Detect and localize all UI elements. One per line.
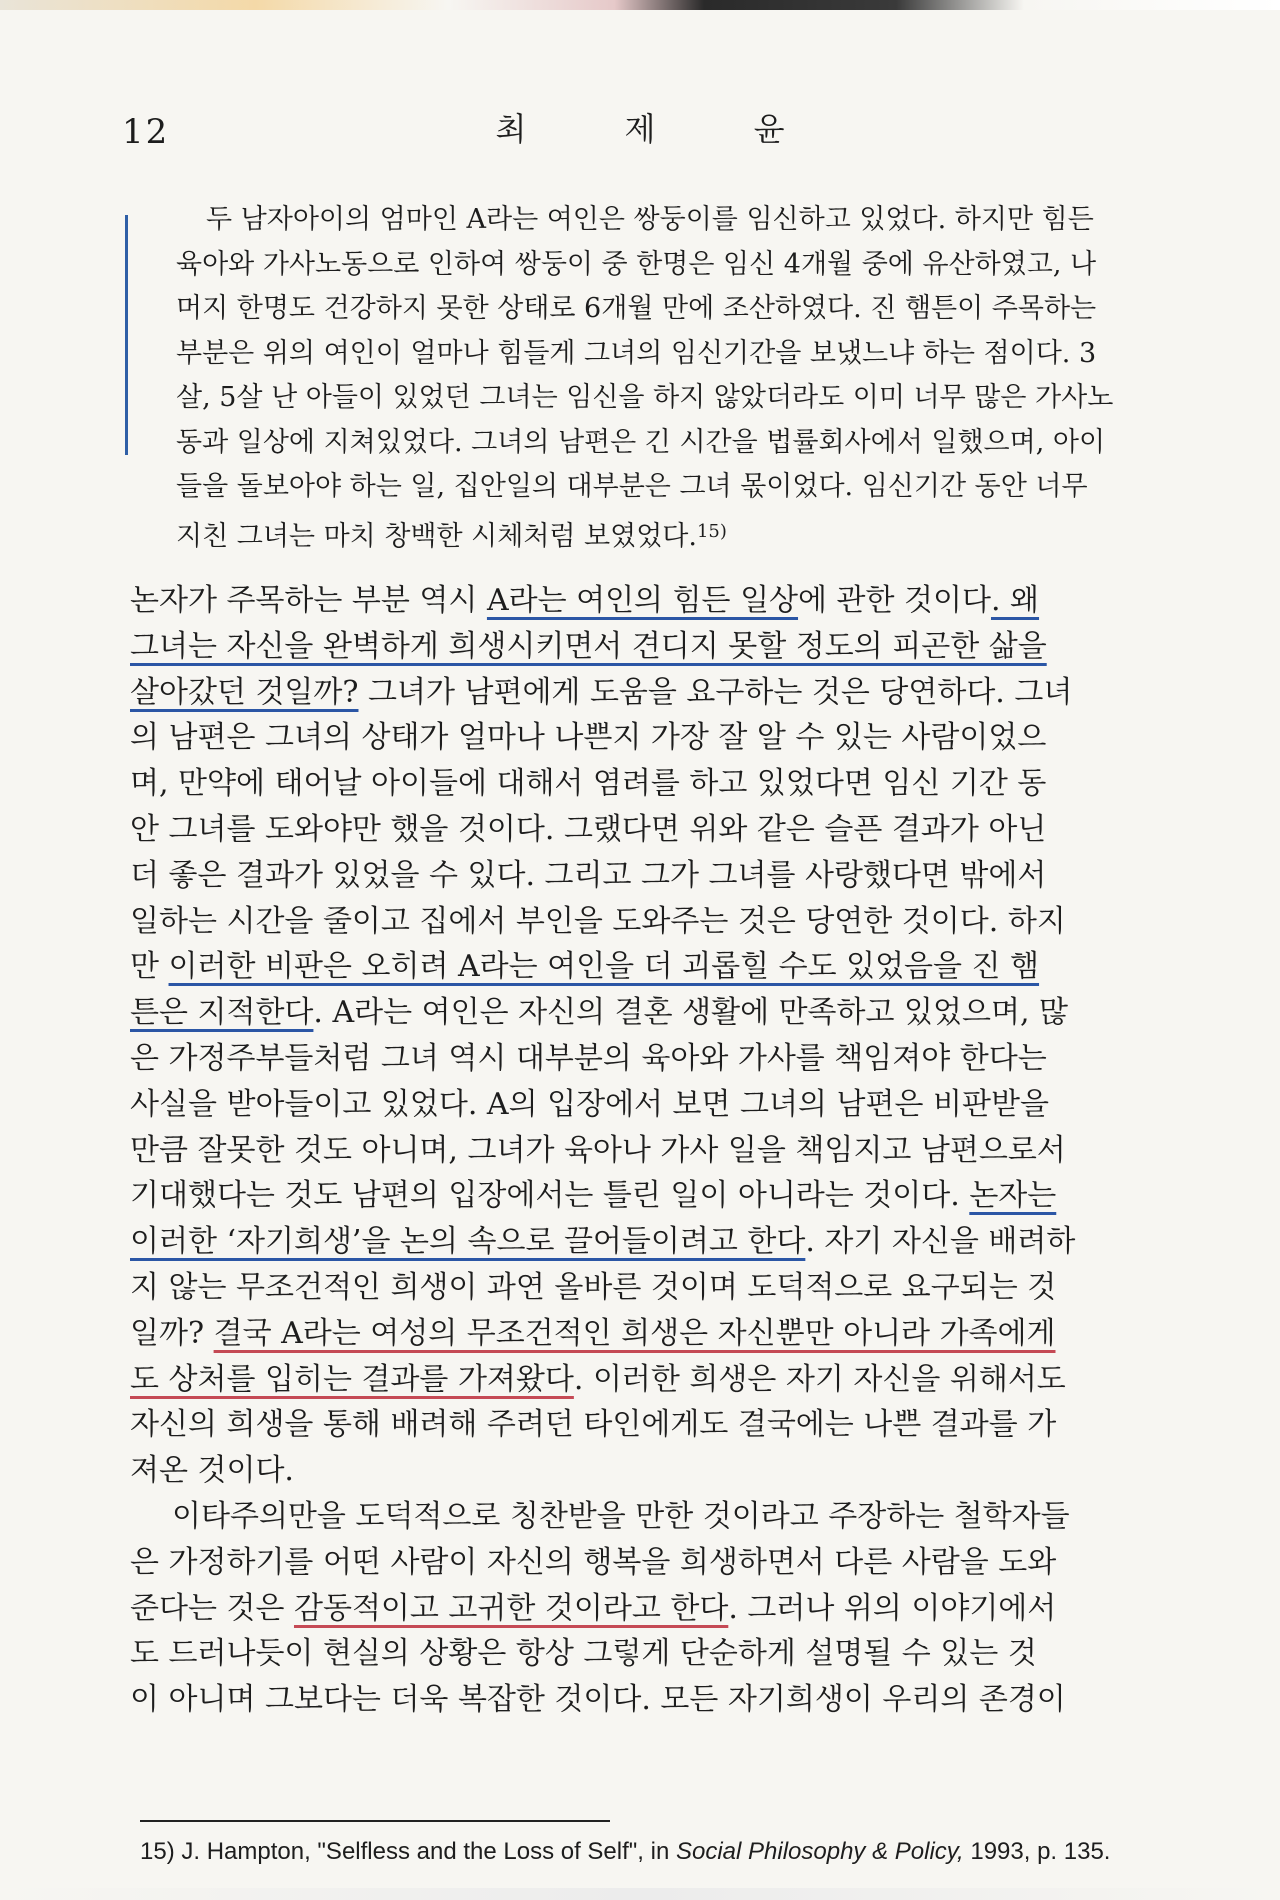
quote-line: [176, 510, 1126, 560]
highlight-underline: 논자는: [969, 1178, 1057, 1214]
page-number: 12: [122, 112, 170, 152]
text-run: 만: [130, 949, 169, 985]
body-line: 도 드러나듯이 현실의 상황은 항상 그렇게 단순하게 설명될 수 있는 것: [130, 1636, 1037, 1672]
footnote-text: 15) J. Hampton, "Selfless and the Loss of Self", in: [140, 1838, 676, 1865]
body-line: 사실을 받아들이고 있었다. A의 입장에서 보면 그녀의 남편은 비판받을: [130, 1086, 1049, 1122]
page-top-edge: [0, 0, 1280, 10]
body-line: 며, 만약에 태어날 아이들에 대해서 염려를 하고 있었다면 임신 기간 동: [130, 766, 1047, 802]
quote-margin-mark: [125, 215, 128, 455]
highlight-underline: A라는 여인의 힘든 일상: [486, 583, 799, 618]
body-line: 지 않는 무조건적인 희생이 과연 올바른 것이며 도덕적으로 요구되는 것: [130, 1269, 1057, 1305]
body-line: [130, 670, 1160, 716]
body-line: [130, 1357, 1160, 1403]
highlight-underline: 결국 A라는 여성의 무조건적인 희생은 자신뿐만 아니라 가족에게: [213, 1315, 1056, 1351]
body-line: [130, 1173, 1160, 1219]
highlight-underline: 도 상처를 입히는 결과를 가져왔다: [130, 1361, 574, 1397]
text-run: 에 관한 것이다: [798, 583, 991, 618]
body-text: [130, 578, 1160, 1723]
body-line: 져온 것이다.: [130, 1453, 294, 1489]
text-run: . 그러나 위의 이야기에서: [728, 1590, 1057, 1626]
highlight-underline: 감동적이고 고귀한 것이라고 한다: [293, 1590, 729, 1626]
body-line: 은 가정하기를 어떤 사람이 자신의 행복을 희생하면서 다른 사람을 도와: [130, 1544, 1057, 1580]
highlight-underline: 살아갔던 것일까?: [130, 674, 359, 710]
quote-line: 머지 한명도 건강하지 못한 상태로 6개월 만에 조산하였다. 진 햄튼이 주목하는: [176, 293, 1097, 324]
quote-line: 부분은 위의 여인이 얼마나 힘들게 그녀의 임신기간을 보냈느냐 하는 점이다. 3: [176, 337, 1097, 369]
text-run: 기대했다는 것도 남편의 입장에서는 틀린 일이 아니라는 것이다.: [130, 1178, 970, 1214]
body-line: 의 남편은 그녀의 상태가 얼마나 나쁜지 가장 잘 알 수 있는 사람이었으: [130, 720, 1047, 756]
text-run: . 이러한 희생은 자기 자신을 위해서도: [573, 1361, 1066, 1397]
highlight-underline: . 왜: [990, 583, 1040, 618]
body-line: [130, 1219, 1160, 1265]
page-bottom-edge: [0, 1888, 1280, 1900]
body-line: 은 가정주부들처럼 그녀 역시 대부분의 육아와 가사를 책임져야 한다는: [130, 1040, 1047, 1076]
text-run: 준다는 것은: [130, 1590, 294, 1626]
body-line: [130, 624, 1160, 670]
highlight-underline: 튼은 지적한다: [130, 995, 314, 1031]
body-line: [130, 944, 1160, 990]
body-line: [130, 990, 1160, 1036]
body-line: 안 그녀를 도와야만 했을 것이다. 그랬다면 위와 같은 슬픈 결과가 아닌: [130, 811, 1047, 847]
footnote-reference: 15): [696, 520, 727, 542]
running-head: 최 제 윤: [495, 110, 829, 148]
quote-line: 살, 5살 난 아들이 있었던 그녀는 임신을 하지 않았더라도 이미 너무 많은 가사노: [176, 382, 1114, 413]
highlight-underline: 이러한 비판은 오히려 A라는 여인을 더 괴롭힐 수도 있었음을 진 햄: [168, 949, 1040, 985]
quote-line: 들을 돌보아야 하는 일, 집안일의 대부분은 그녀 몫이었다. 임신기간 동안 너무: [176, 471, 1088, 502]
text-run: 일까?: [130, 1315, 214, 1351]
footnote-text: 1993, p. 135.: [963, 1838, 1111, 1865]
text-run: 논자가 주목하는 부분 역시: [130, 583, 487, 618]
footnote: [140, 1838, 1180, 1866]
body-line: 일하는 시간을 줄이고 집에서 부인을 도와주는 것은 당연한 것이다. 하지: [130, 903, 1066, 939]
highlight-underline: 이러한 ‘자기희생’을 논의 속으로 끌어들이려고 한다: [130, 1224, 806, 1260]
body-line: 이타주의만을 도덕적으로 칭찬받을 만한 것이라고 주장하는 철학자들: [172, 1498, 1070, 1534]
body-line: [130, 578, 1160, 624]
text-run: 그녀가 남편에게 도움을 요구하는 것은 당연하다. 그녀: [358, 674, 1073, 710]
body-line: [130, 1311, 1160, 1357]
quote-line: 두 남자아이의 엄마인 A라는 여인은 쌍둥이를 임신하고 있었다. 하지만 힘든: [206, 204, 1094, 235]
quote-line: 동과 일상에 지쳐있었다. 그녀의 남편은 긴 시간을 법률회사에서 일했으며, 아이: [176, 426, 1106, 458]
quote-line-text: 지친 그녀는 마치 창백한 시체처럼 보였었다.: [176, 520, 697, 552]
text-run: . 자기 자신을 배려하: [805, 1224, 1076, 1260]
body-line: 더 좋은 결과가 있었을 수 있다. 그리고 그가 그녀를 사랑했다면 밖에서: [130, 857, 1047, 893]
footnote-divider: [140, 1820, 610, 1822]
highlight-underline: 그녀는 자신을 완벽하게 희생시키면서 견디지 못할 정도의 피곤한 삶을: [130, 628, 1047, 664]
body-line: 이 아니며 그보다는 더욱 복잡한 것이다. 모든 자기희생이 우리의 존경이: [130, 1682, 1066, 1718]
body-line: [130, 1586, 1160, 1632]
block-quote: [176, 198, 1126, 559]
footnote-journal: Social Philosophy & Policy,: [675, 1838, 964, 1865]
body-line: 자신의 희생을 통해 배려해 주려던 타인에게도 결국에는 나쁜 결과를 가: [130, 1407, 1057, 1443]
text-run: . A라는 여인은 자신의 결혼 생활에 만족하고 있었으며, 많: [313, 995, 1069, 1031]
quote-line: 육아와 가사노동으로 인하여 쌍둥이 중 한명은 임신 4개월 중에 유산하였고, 나: [176, 248, 1097, 280]
body-line: 만큼 잘못한 것도 아니며, 그녀가 육아나 가사 일을 책임지고 남편으로서: [130, 1132, 1066, 1168]
